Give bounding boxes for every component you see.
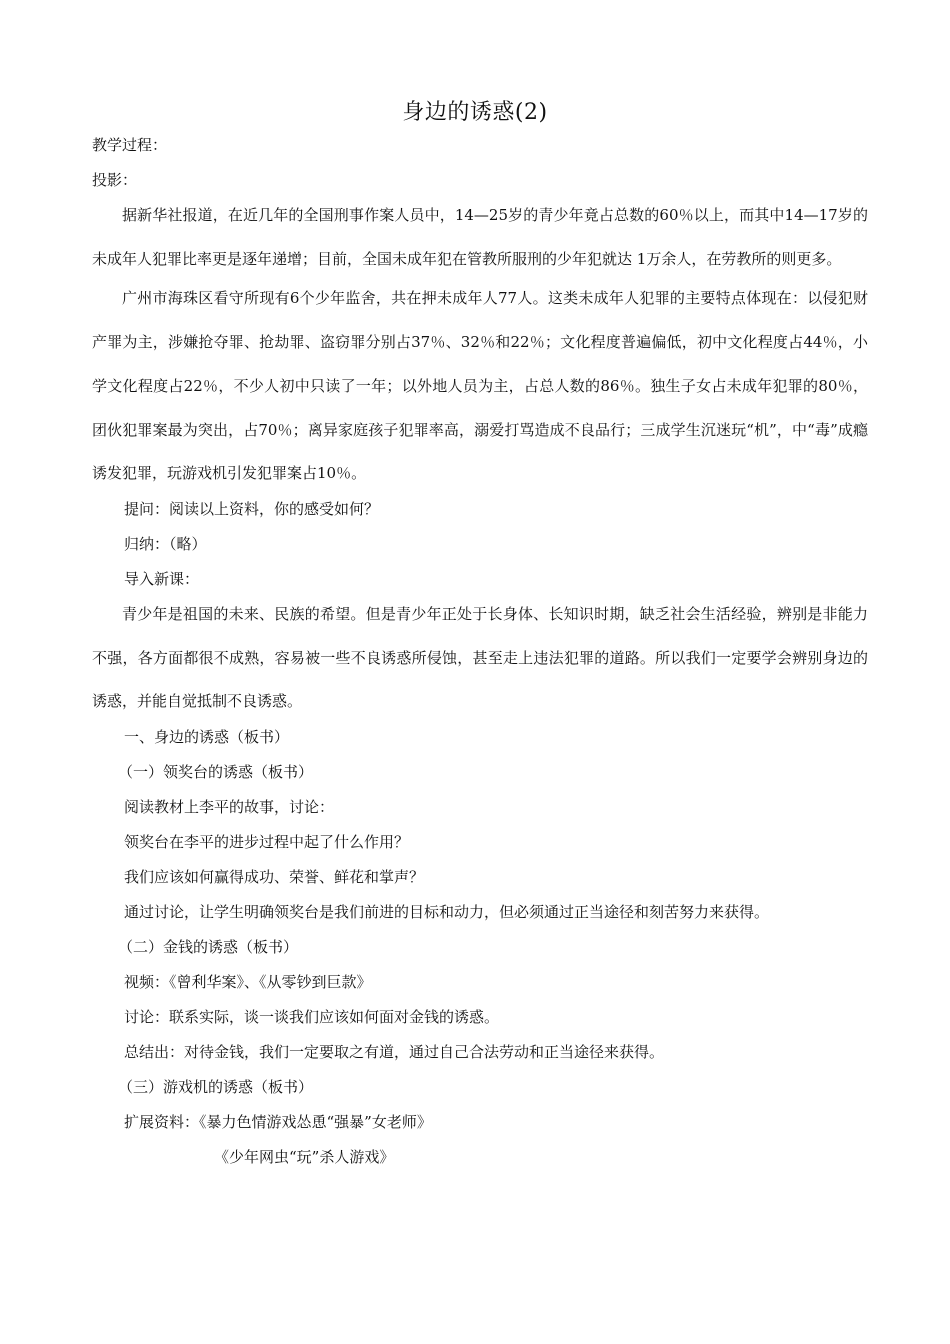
document-body: [92, 128, 868, 1175]
page-title: 身边的诱惑(2): [402, 100, 548, 125]
extra-material-2: 《少年网虫“玩”杀人游戏》: [214, 1148, 395, 1167]
subheading-money: （二）金钱的诱惑（板书）: [118, 938, 299, 957]
video-line: 视频：《曾利华案》、《从零钞到巨款》: [124, 973, 372, 992]
process-label: 教学过程：: [92, 136, 168, 154]
question-win-success: 我们应该如何赢得成功、荣誉、鲜花和掌声？: [124, 868, 425, 887]
question-podium-role: 领奖台在李平的进步过程中起了什么作用？: [124, 833, 410, 852]
paragraph-xinhua-report: 据新华社报道，在近几年的全国刑事作案人员中，14—25岁的青少年竟占总数的60％以上，而其中14—17岁的未成年人犯罪比率更是逐年递增；目前，全国未成年犯在管教所服刑的少年犯就达 1万余人，在劳教所的则更多。: [92, 206, 868, 268]
paragraph-haizhu-detention: 广州市海珠区看守所现有6个少年监舍，共在押未成年人77人。这类未成年人犯罪的主要特点体现在：以侵犯财产罪为主，涉嫌抢夺罪、抢劫罪、盗窃罪分别占37％、32％和22％；文化程度普遍偏低，初中文化程度占44％，小学文化程度占22％，不少人初中只读了一年；以外地人员为主，占总人数的86％。独生子女占未成年犯罪的80％，团伙犯罪案最为突出，占70％；离异家庭孩子犯罪率高，溺爱打骂造成不良品行；三成学生沉迷玩“机”，中“毒”成瘾诱发犯罪，玩游戏机引发犯罪案占10％。: [92, 289, 868, 483]
read-line: 阅读教材上李平的故事，讨论：: [124, 798, 335, 817]
conclusion-money: 总结出：对待金钱，我们一定要取之有道，通过自己合法劳动和正当途径来获得。: [124, 1043, 665, 1062]
summary-line: 归纳：（略）: [124, 534, 207, 553]
conclusion-podium: 通过讨论，让学生明确领奖台是我们前进的目标和动力，但必须通过正当途径和刻苦努力来获得。: [124, 903, 770, 922]
discuss-line: 讨论：联系实际，谈一谈我们应该如何面对金钱的诱惑。: [124, 1008, 500, 1027]
subheading-games: （三）游戏机的诱惑（板书）: [118, 1078, 314, 1097]
intro-line: 导入新课：: [124, 569, 200, 588]
subheading-podium: （一）领奖台的诱惑（板书）: [118, 763, 314, 782]
paragraph-youth-future: 青少年是祖国的未来、民族的希望。但是青少年正处于长身体、长知识时期，缺乏社会生活经验，辨别是非能力不强，各方面都很不成熟，容易被一些不良诱惑所侵蚀，甚至走上违法犯罪的道路。所以我们一定要学会辨别身边的诱惑，并能自觉抵制不良诱惑。: [92, 604, 868, 711]
question-line: 提问：阅读以上资料，你的感受如何？: [124, 499, 380, 518]
heading-temptations: 一、身边的诱惑（板书）: [124, 728, 290, 747]
extra-material-1: 扩展资料：《暴力色情游戏怂恿“强暴”女老师》: [124, 1113, 432, 1132]
projection-label: 投影：: [92, 171, 138, 189]
